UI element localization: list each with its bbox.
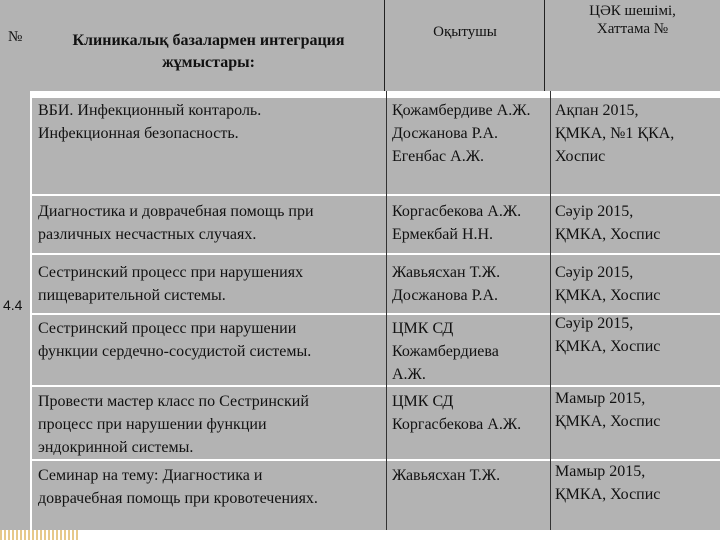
section-number-column	[0, 91, 30, 540]
row-topic: ВБИ. Инфекционный контароль. Инфекционная безопасность.	[38, 102, 262, 142]
header-teacher: Оқытушы	[433, 24, 497, 40]
row-protocol: Мамыр 2015, ҚМКА, Хоспис	[555, 463, 661, 503]
row-protocol: Ақпан 2015, ҚМКА, №1 ҚКА, Хоспис	[555, 102, 675, 165]
row-teacher: ЦМК СД Кожамбердиева А.Ж.	[392, 320, 499, 383]
row-topic: Провести мастер класс по Сестринский процесс при нарушении функции эндокринной системы.	[38, 393, 309, 456]
row-teacher: Жавьясхан Т.Ж.	[392, 467, 501, 484]
row-topic: Сестринский процесс при нарушениях пищеварительной системы.	[38, 264, 304, 304]
column-divider	[386, 91, 387, 530]
row-teacher: ЦМК СД Коргасбекова А.Ж.	[392, 393, 522, 433]
header-protocol-cell	[545, 0, 720, 91]
header-title-cell	[32, 0, 385, 91]
header-number: №	[8, 29, 23, 45]
header-title: Клиникалық базалармен интеграция жұмыстары:	[72, 32, 345, 71]
row-protocol: Сәуір 2015, ҚМКА, Хоспис	[555, 315, 661, 355]
row-topic: Семинар на тему: Диагностика и доврачебная помощь при кровотечениях.	[38, 467, 318, 507]
header-protocol: ЦӘК шешімі, Хаттама №	[589, 3, 676, 37]
row-topic: Сестринский процесс при нарушении функции сердечно-сосудистой системы.	[38, 320, 312, 360]
table-header	[0, 0, 720, 91]
section-number: 4.4	[3, 297, 23, 313]
header-number-cell	[0, 0, 32, 91]
row-protocol: Сәуір 2015, ҚМКА, Хоспис	[555, 264, 661, 304]
row-teacher: Коргасбекова А.Ж. Ермекбай Н.Н.	[392, 203, 522, 243]
row-teacher: Қожамбердиве А.Ж. Досжанова Р.А. Егенбас А.Ж.	[392, 102, 531, 165]
column-divider	[550, 91, 551, 530]
row-protocol: Мамыр 2015, ҚМКА, Хоспис	[555, 390, 661, 430]
decorative-strip	[0, 530, 80, 540]
row-teacher: Жавьясхан Т.Ж. Досжанова Р.А.	[392, 264, 501, 304]
row-protocol: Сәуір 2015, ҚМКА, Хоспис	[555, 203, 661, 243]
row-topic: Диагностика и доврачебная помощь при различных несчастных случаях.	[38, 203, 314, 243]
header-teacher-cell	[385, 0, 545, 91]
